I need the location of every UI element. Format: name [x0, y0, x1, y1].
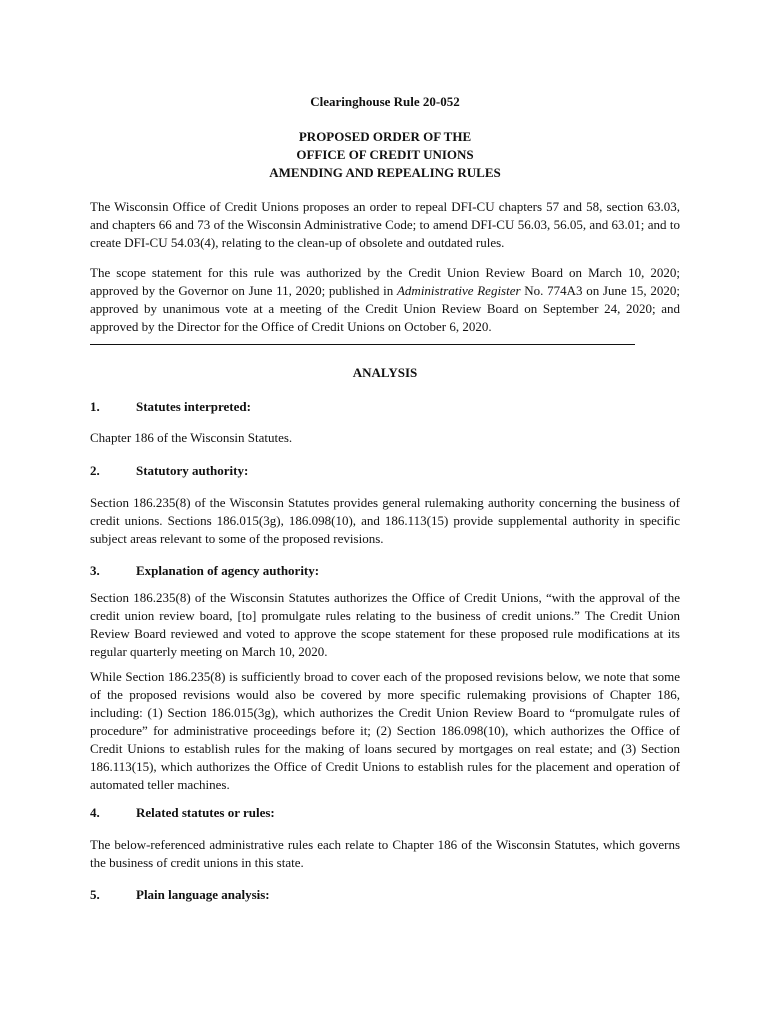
section-1-text: Chapter 186 of the Wisconsin Statutes. [90, 430, 293, 445]
clearinghouse-rule-title: Clearinghouse Rule 20-052 [310, 94, 460, 109]
intro-paragraph: The Wisconsin Office of Credit Unions proposes an order to repeal DFI-CU chapters 57 and 58, section 63.03, and chapters 66 and 73 of the Wisconsin Administrative Code; to amend DFI-CU 56.03, 56.05, and 63.01; and to create DFI-CU 54.03(4), relating to the clean-up of obsolete and outdated rules. [90, 199, 680, 250]
section-2-number: 2. [90, 463, 100, 478]
section-1-title: Statutes interpreted: [136, 399, 251, 414]
separator-line [90, 344, 635, 345]
analysis-heading: ANALYSIS [352, 365, 418, 380]
section-2-text: Section 186.235(8) of the Wisconsin Statutes provides general rulemaking authority concerning the business of credit unions. Sections 186.015(3g), 186.098(10), and 186.113(15) provide supplemental authority in specific subject areas relevant to some of the proposed revisions. [90, 495, 680, 546]
scope-text-italic: Administrative Register [396, 283, 521, 298]
section-5-heading [90, 886, 270, 904]
section-5-title: Plain language analysis: [136, 887, 270, 902]
section-1-heading [90, 398, 251, 416]
section-5-number: 5. [90, 887, 100, 902]
section-3-heading [90, 562, 319, 580]
order-title-line1: PROPOSED ORDER OF THE [298, 129, 472, 144]
section-4-number: 4. [90, 805, 100, 820]
scope-text-part1: The scope statement for this rule was authorized by the Credit Union Review Board on March 10, 2020; approved by the Governor on June 11, 2020; published in [90, 265, 680, 298]
section-3-number: 3. [90, 563, 100, 578]
section-2-heading [90, 462, 248, 480]
section-4-heading [90, 804, 275, 822]
order-title-line2: OFFICE OF CREDIT UNIONS [296, 147, 474, 162]
section-2-title: Statutory authority: [136, 463, 249, 478]
section-3-text-2: While Section 186.235(8) is sufficiently broad to cover each of the proposed revisions below, we note that some of the proposed revisions would also be covered by more specific rulemaking provisions of Chapter 186, including: (1) Section 186.015(3g), which authorizes the Credit Union Review Board to “promulgate rules of procedure” for administrative proceedings before it; (2) Section 186.098(10), which authorizes the Office of Credit Unions to establish rules for the making of loans secured by mortgages on real estate; and (3) Section 186.113(15), which authorizes the Office of Credit Unions to establish rules for the placement and operation of automated teller machines. [90, 669, 680, 792]
order-title-line3: AMENDING AND REPEALING RULES [269, 165, 501, 180]
section-1-number: 1. [90, 399, 100, 414]
scope-statement-paragraph [90, 264, 680, 336]
section-4-text: The below-referenced administrative rules each relate to Chapter 186 of the Wisconsin Statutes, which governs the business of credit unions in this state. [90, 837, 680, 870]
section-3-title: Explanation of agency authority: [136, 563, 320, 578]
section-3-text-1: Section 186.235(8) of the Wisconsin Statutes authorizes the Office of Credit Unions, “with the approval of the credit union review board, [to] promulgate rules relating to the business of credit unions.” The Credit Union Review Board reviewed and voted to approve the scope statement for these proposed rule modifications at its regular quarterly meeting on March 10, 2020. [90, 590, 680, 659]
scope-text-part2: No. 774A3 on June 15, 2020; approved by unanimous vote at a meeting of the Credit Union Review Board on September 24, 2020; and approved by the Director for the Office of Credit Unions on October 6, 2020. [90, 283, 680, 334]
section-4-title: Related statutes or rules: [136, 805, 275, 820]
